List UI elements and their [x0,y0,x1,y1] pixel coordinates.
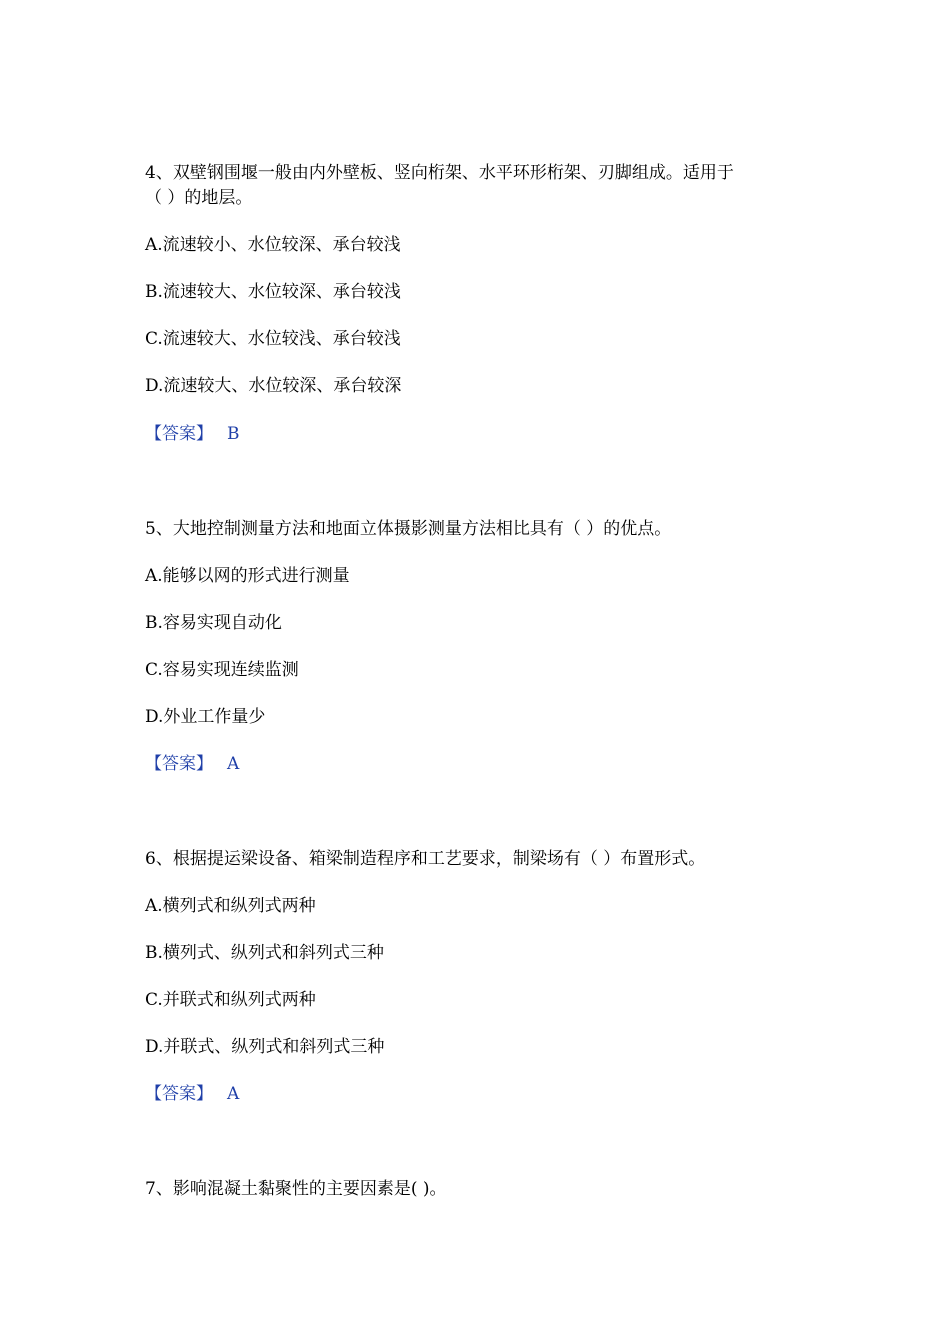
question-5-stem-line-1: 5、大地控制测量方法和地面立体摄影测量方法相比具有（ ）的优点。 [145,519,672,539]
question-5-option-d: D.外业工作量少 [145,707,266,727]
question-5-option-b: B.容易实现自动化 [145,613,282,633]
question-4-option-c: C.流速较大、水位较浅、承台较浅 [145,329,401,349]
question-5-option-a: A.能够以网的形式进行测量 [145,566,350,586]
answer-label: 【答案】 [145,424,213,444]
question-4-option-a: A.流速较小、水位较深、承台较浅 [145,235,401,255]
question-4-option-d: D.流速较大、水位较深、承台较深 [145,376,402,396]
question-6-option-b: B.横列式、纵列式和斜列式三种 [145,943,384,963]
question-6-option-a: A.横列式和纵列式两种 [145,896,316,916]
question-6-option-d: D.并联式、纵列式和斜列式三种 [145,1037,385,1057]
question-4-stem-line-2: （ ）的地层。 [145,188,253,208]
answer-value: A [227,1084,240,1104]
question-5-option-c: C.容易实现连续监测 [145,660,299,680]
question-6-stem-line-1: 6、根据提运梁设备、箱梁制造程序和工艺要求，制梁场有（ ）布置形式。 [145,849,706,869]
answer-value: B [227,424,240,444]
question-6-answer [145,1082,239,1106]
answer-label: 【答案】 [145,754,213,774]
question-6-option-c: C.并联式和纵列式两种 [145,990,316,1010]
question-4-stem-line-1: 4、双壁钢围堰一般由内外壁板、竖向桁架、水平环形桁架、刃脚组成。适用于 [145,163,734,183]
question-4-answer [145,422,240,446]
question-5-answer [145,752,239,776]
answer-label: 【答案】 [145,1084,213,1104]
answer-value: A [227,754,240,774]
question-4-option-b: B.流速较大、水位较深、承台较浅 [145,282,401,302]
question-7-stem-line-1: 7、影响混凝土黏聚性的主要因素是( )。 [145,1179,447,1199]
